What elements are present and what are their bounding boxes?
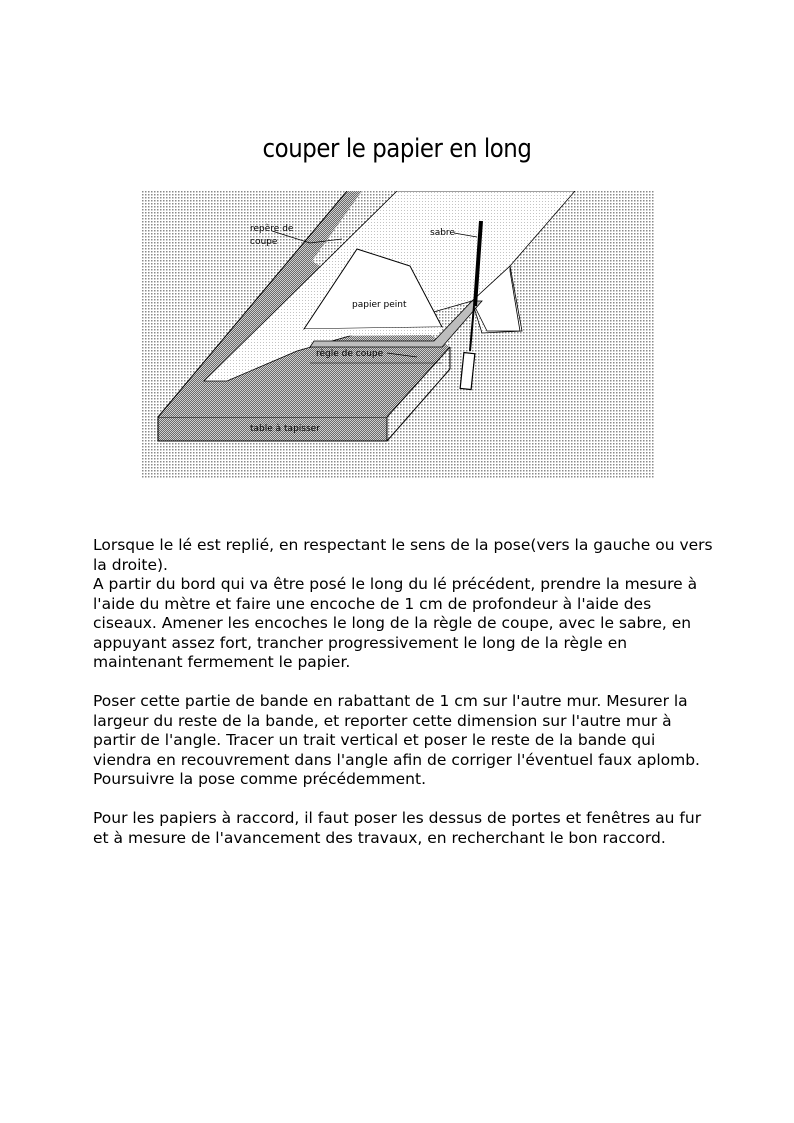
label-table: table à tapisser	[250, 424, 320, 434]
label-repere-line1: repère de	[250, 224, 294, 234]
paragraph-3: Pour les papiers à raccord, il faut poser les dessus de portes et fenêtres au fur et à mesure de l'avancement des travaux, en recherchant le bon raccord.	[93, 809, 702, 847]
page-title: couper le papier en long	[262, 134, 532, 164]
paragraph-1: Lorsque le lé est replié, en respectant le sens de la pose(vers la gauche ou vers la droite). A partir du bord qui va être posé le long du lé précédent, prendre la mesure à l'aide du mètre et faire une encoche de 1 cm de profondeur à l'aide des ciseaux. Amener les encoches le long de la règle de coupe, avec le sabre, en appuyant assez fort, trancher progressivement le long de la règle en maintenant fermement le papier.	[93, 536, 713, 671]
body-text	[93, 536, 713, 868]
illustration-cutting-diagram	[142, 191, 654, 478]
label-regle: règle de coupe	[316, 349, 384, 359]
label-papier-peint: papier peint	[352, 300, 407, 310]
paragraph-2: Poser cette partie de bande en rabattant de 1 cm sur l'autre mur. Mesurer la largeur du reste de la bande, et reporter cette dimension sur l'autre mur à partir de l'angle. Tracer un trait vertical et poser le reste de la bande qui viendra en recouvrement dans l'angle afin de corriger l'éventuel faux aplomb. Poursuivre la pose comme précédemment.	[93, 692, 700, 788]
label-sabre: sabre	[430, 228, 455, 238]
label-repere-line2: coupe	[250, 237, 278, 247]
